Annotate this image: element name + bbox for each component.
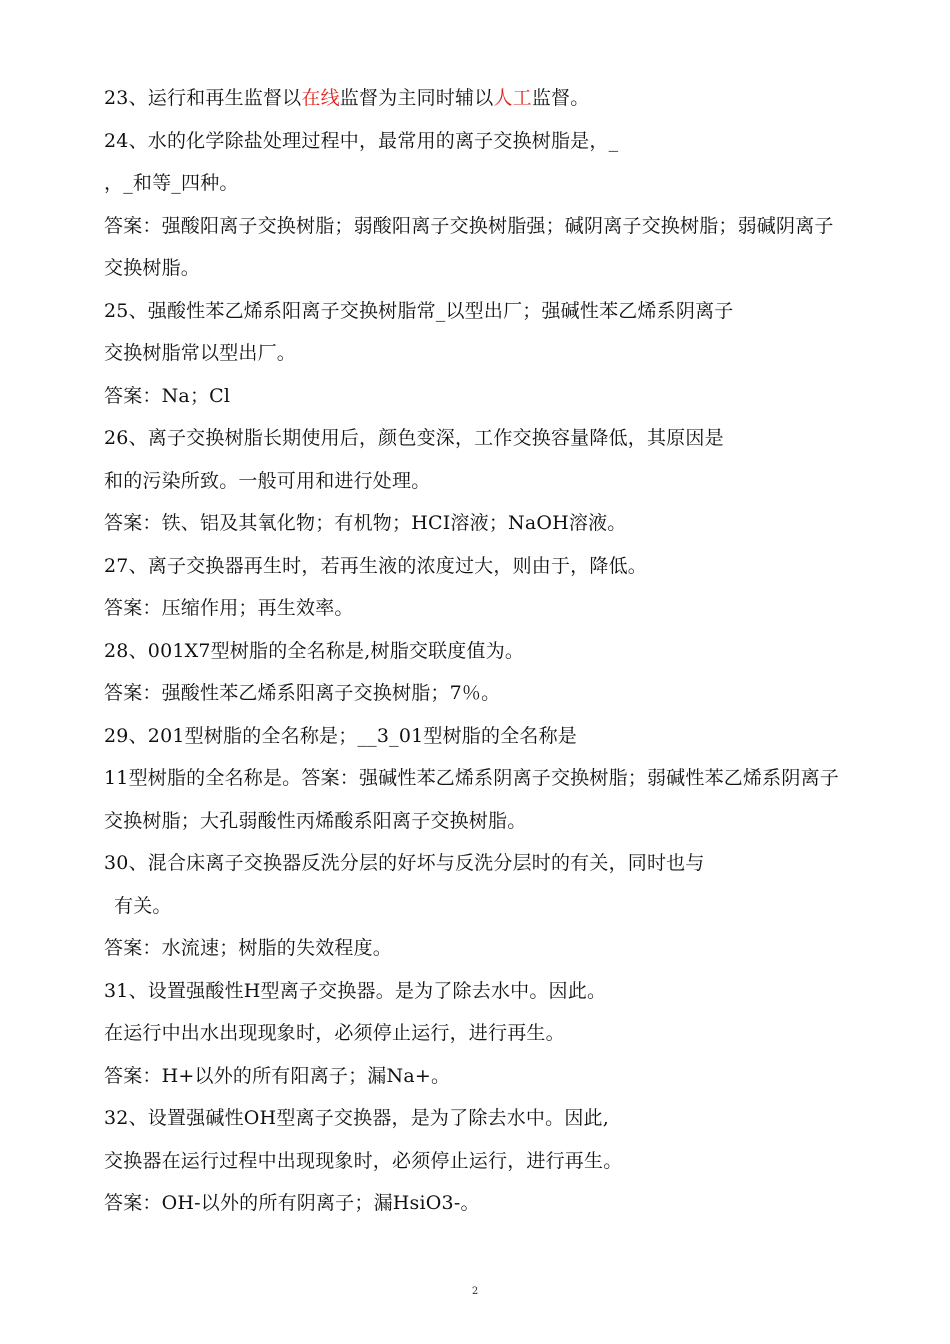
highlighted-text: 人工: [493, 87, 532, 109]
line-text: 交换器在运行过程中出现现象时，必须停止运行，进行再生。: [104, 1150, 623, 1172]
line-text: 答案：OH-以外的所有阴离子；漏HsiO3-。: [104, 1192, 480, 1214]
line-text: 答案：水流速；树脂的失效程度。: [104, 937, 393, 959]
line-text: 23、运行和再生监督以: [104, 87, 302, 109]
line-text: 答案：Na；Cl: [104, 385, 231, 407]
text-line: [104, 511, 627, 535]
text-line: [104, 681, 500, 705]
text-line: [104, 256, 200, 280]
line-text: 24、水的化学除盐处理过程中，最常用的离子交换树脂是，_: [104, 130, 619, 152]
text-line: [104, 171, 239, 195]
text-line: [104, 766, 839, 790]
text-line: [104, 851, 705, 875]
text-line: [104, 639, 524, 663]
line-text: 监督。: [531, 87, 590, 109]
text-line: [104, 469, 430, 493]
text-line: [104, 299, 733, 323]
line-text: 答案：H+以外的所有阳离子；漏Na+。: [104, 1065, 451, 1087]
text-line: [104, 341, 296, 365]
text-line: [104, 1064, 450, 1088]
line-text: 交换树脂。: [104, 257, 201, 279]
text-line: [104, 936, 392, 960]
line-text: 和的污染所致。一般可用和进行处理。: [104, 470, 431, 492]
line-text: 32、设置强碱性OH型离子交换器，是为了除去水中。因此,: [104, 1107, 609, 1129]
line-text: 答案：强酸性苯乙烯系阳离子交换树脂；7％。: [104, 682, 501, 704]
line-text: 11型树脂的全名称是。答案：强碱性苯乙烯系阴离子交换树脂；弱碱性苯乙烯系阴离子: [104, 767, 839, 789]
text-line: [104, 979, 606, 1003]
line-text: 在运行中出水出现现象时，必须停止运行，进行再生。: [104, 1022, 565, 1044]
line-text: 26、离子交换树脂长期使用后，颜色变深，工作交换容量降低，其原因是: [104, 427, 724, 449]
line-text: 监督为主同时辅以: [339, 87, 494, 109]
line-text: 27、离子交换器再生时，若再生液的浓度过大，则由于，降低。: [104, 555, 647, 577]
text-line: [104, 129, 618, 153]
text-line: [104, 1021, 565, 1045]
page-number: 2: [471, 1286, 479, 1297]
text-line: [104, 384, 230, 408]
text-line: [104, 596, 354, 620]
line-text: ，_和等_四种。: [104, 172, 239, 194]
line-text: 答案：压缩作用；再生效率。: [104, 597, 354, 619]
text-line: [104, 1106, 609, 1130]
text-line: [114, 894, 172, 918]
line-text: 有关。: [114, 895, 172, 917]
line-text: 答案：铁、铝及其氧化物；有机物；HCI溶液；NaOH溶液。: [104, 512, 627, 534]
highlighted-text: 在线: [301, 87, 340, 109]
line-text: 28、001X7型树脂的全名称是,树脂交联度值为。: [104, 640, 525, 662]
text-line: [104, 554, 647, 578]
line-text: 29、201型树脂的全名称是；__3_01型树脂的全名称是: [104, 725, 578, 747]
line-text: 31、设置强酸性H型离子交换器。是为了除去水中。因此。: [104, 980, 607, 1002]
line-text: 交换树脂常以型出厂。: [104, 342, 297, 364]
text-line: [104, 724, 577, 748]
text-line: [104, 1191, 480, 1215]
text-line: [104, 86, 589, 110]
line-text: 30、混合床离子交换器反洗分层的好坏与反洗分层时的有关，同时也与: [104, 852, 705, 874]
line-text: 交换树脂；大孔弱酸性丙烯酸系阳离子交换树脂。: [104, 810, 527, 832]
text-line: [104, 809, 526, 833]
text-line: [104, 1149, 622, 1173]
text-line: [104, 214, 834, 238]
line-text: 答案：强酸阳离子交换树脂；弱酸阳离子交换树脂强；碱阴离子交换树脂；弱碱阴离子: [104, 215, 834, 237]
line-text: 25、强酸性苯乙烯系阳离子交换树脂常_以型出厂；强碱性苯乙烯系阴离子: [104, 300, 734, 322]
text-line: [104, 426, 724, 450]
